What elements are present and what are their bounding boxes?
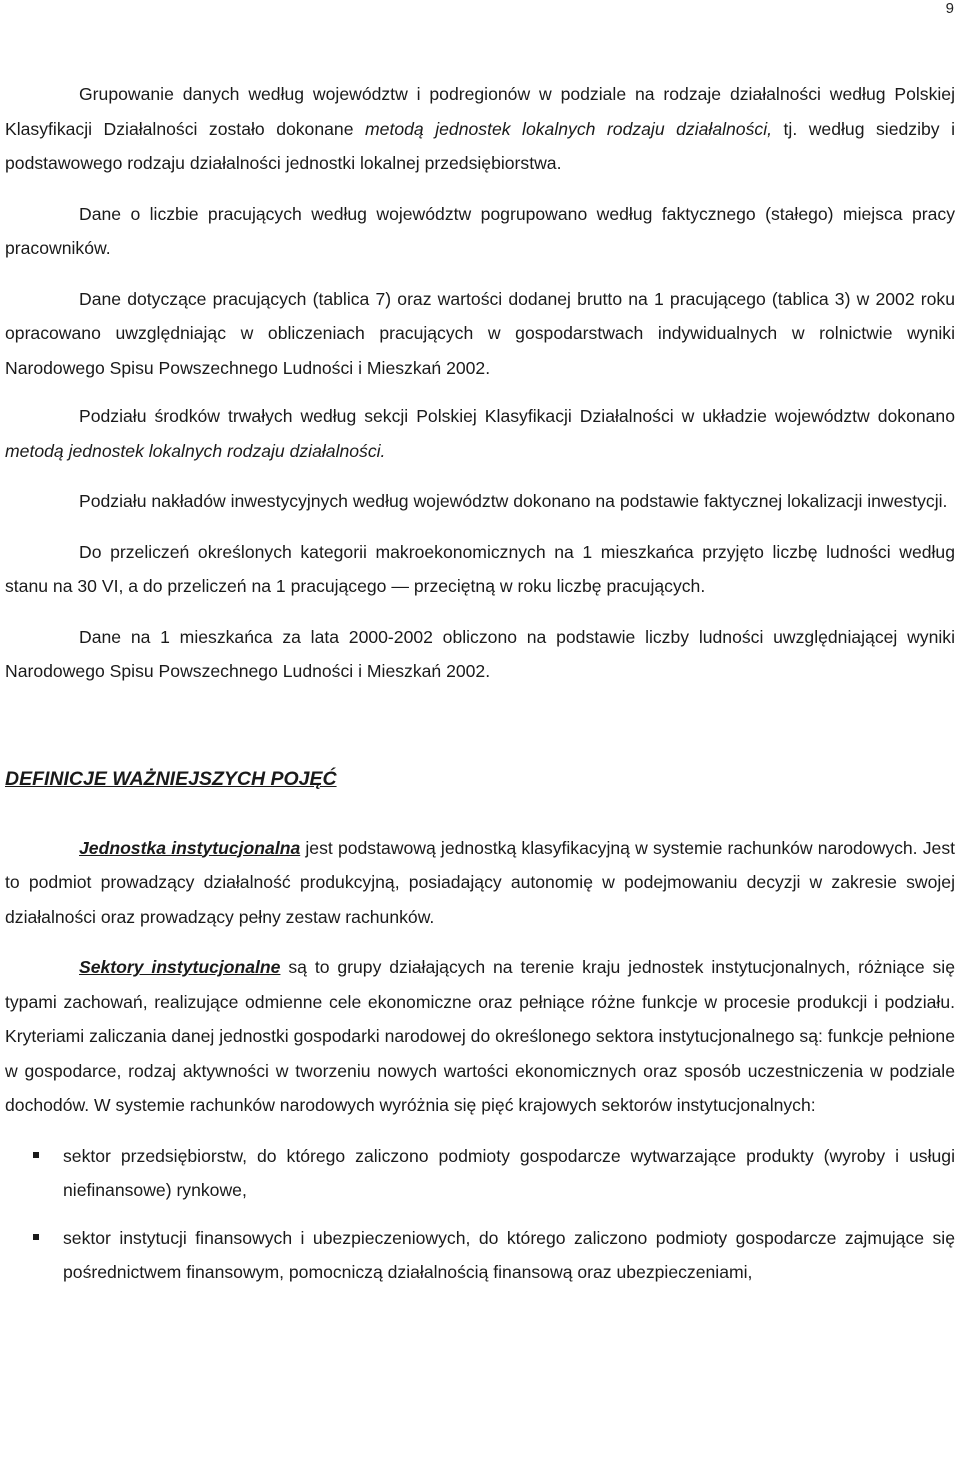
definition-term: Jednostka instytucjonalna xyxy=(79,837,301,858)
page-number: 9 xyxy=(945,0,954,17)
definition-institutional-sectors: Sektory instytucjonalne są to grupy działających na terenie kraju jednostek instytucjonalnych, różniące się typami zachowań, realizujące odmienne cele ekonomiczne oraz pełniące różne funkcje w procesie produkcji i podziału. Kryteriami zaliczania danej jednostki gospodarki narodowej do określonego sektora instytucjonalnego są: funkcje pełnione w gospodarce, rodzaj aktywności w tworzeniu nowych wartości ekonomicznych oraz sposób uczestniczenia w podziale dochodów. W systemie rachunków narodowych wyróżnia się pięć krajowych sektorów instytucjonalnych: xyxy=(5,957,955,1115)
sector-list xyxy=(5,1139,955,1290)
conversion-paragraph: Do przeliczeń określonych kategorii makroekonomicznych na 1 mieszkańca przyjęto liczbę ludności według stanu na 30 VI, a do przeliczeń na 1 pracującego — przeciętną w roku liczbę pracujących. xyxy=(5,541,955,596)
per-capita-paragraph: Dane na 1 mieszkańca za lata 2000-2002 obliczono na podstawie liczby ludności uwzględniającej wyniki Narodowego Spisu Powszechnego Ludności i Mieszkań 2002. xyxy=(5,626,955,681)
intro-paragraph: Grupowanie danych według województw i podregionów w podziale na rodzaje działalności według Polskiej Klasyfikacji Działalności zostało dokonane metodą jednostek lokalnych rodzaju działalności, tj. według siedziby i podstawowego rodzaju działalności jednostki lokalnej przedsiębiorstwa. xyxy=(5,84,955,173)
list-item: sektor instytucji finansowych i ubezpieczeniowych, do którego zaliczono podmioty gospodarcze zajmujące się pośrednictwem finansowym, pomocniczą działalnością finansową oraz ubezpieczeniami, xyxy=(5,1221,955,1290)
fixed-assets-paragraph: Podziału środków trwałych według sekcji Polskiej Klasyfikacji Działalności w układzie województw dokonano metodą jednostek lokalnych rodzaju działalności. xyxy=(5,406,955,461)
workplace-paragraph: Dane o liczbie pracujących według województw pogrupowano według faktycznego (stałego) miejsca pracy pracowników. xyxy=(5,203,955,258)
document-body xyxy=(5,77,955,1290)
definitions-heading: DEFINICJE WAŻNIEJSZYCH POJĘĆ xyxy=(5,767,337,790)
investment-paragraph: Podziału nakładów inwestycyjnych według województw dokonano na podstawie faktycznej lokalizacji inwestycji. xyxy=(79,491,948,511)
census-paragraph: Dane dotyczące pracujących (tablica 7) oraz wartości dodanej brutto na 1 pracującego (tablica 3) w 2002 roku opracowano uwzględniając w obliczeniach pracujących w gospodarstwach indywidualnych w rolnictwie wyniki Narodowego Spisu Powszechnego Ludności i Mieszkań 2002. xyxy=(5,288,955,378)
bullet-icon xyxy=(33,1234,39,1240)
bullet-icon xyxy=(33,1152,39,1158)
list-item: sektor przedsiębiorstw, do którego zaliczono podmioty gospodarcze wytwarzające produkty (wyroby i usługi niefinansowe) rynkowe, xyxy=(5,1139,955,1208)
definition-term: Sektory instytucjonalne xyxy=(79,957,281,977)
definition-institutional-unit: Jednostka instytucjonalna jest podstawową jednostką klasyfikacyjną w systemie rachunków narodowych. Jest to podmiot prowadzący działalność produkcyjną, posiadający autonomię w podejmowaniu decyzji w zakresie swojej działalności oraz prowadzący pełny zestaw rachunków. xyxy=(5,837,956,927)
